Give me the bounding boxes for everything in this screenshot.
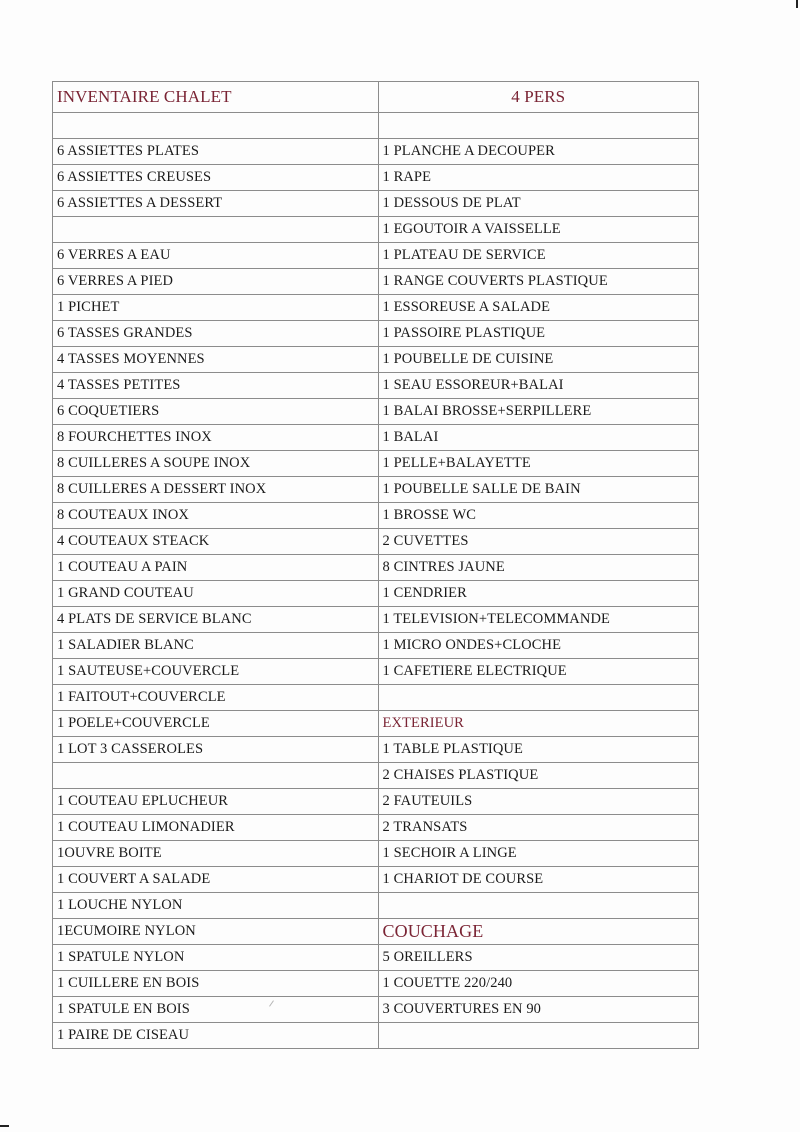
inventory-item-left [53,763,379,789]
table-row [53,217,699,243]
inventory-title: INVENTAIRE CHALET [53,82,379,113]
inventory-item-right: 8 CINTRES JAUNE [378,555,699,581]
table-row [53,633,699,659]
inventory-item-right: 1 CENDRIER [378,581,699,607]
table-row [53,191,699,217]
inventory-item-left: 1 COUTEAU LIMONADIER [53,815,379,841]
inventory-item-right: 1 EGOUTOIR A VAISSELLE [378,217,699,243]
table-row [53,477,699,503]
table-row [53,841,699,867]
inventory-item-left: 1 CUILLERE EN BOIS [53,971,379,997]
inventory-item-left: 1 POELE+COUVERCLE [53,711,379,737]
inventory-item-right: 1 POUBELLE DE CUISINE [378,347,699,373]
inventory-item-right: 1 PLANCHE A DECOUPER [378,139,699,165]
inventory-item-right: 1 PLATEAU DE SERVICE [378,243,699,269]
inventory-item-left: 4 TASSES MOYENNES [53,347,379,373]
inventory-item-right: 2 CHAISES PLASTIQUE [378,763,699,789]
inventory-item-right: 1 TELEVISION+TELECOMMANDE [378,607,699,633]
inventory-item-right: 1 RAPE [378,165,699,191]
inventory-item-left: 4 PLATS DE SERVICE BLANC [53,607,379,633]
inventory-item-left: 1 SPATULE EN BOIS [53,997,379,1023]
inventory-item-left: 6 VERRES A PIED [53,269,379,295]
inventory-item-left [53,217,379,243]
inventory-item-left: 6 ASSIETTES A DESSERT [53,191,379,217]
table-row [53,763,699,789]
inventory-item-right: 1 CHARIOT DE COURSE [378,867,699,893]
inventory-item-right: 1 PASSOIRE PLASTIQUE [378,321,699,347]
inventory-item-left: 1ECUMOIRE NYLON [53,919,379,945]
inventory-item-right: 2 CUVETTES [378,529,699,555]
inventory-item-left: 1 COUVERT A SALADE [53,867,379,893]
inventory-item-left: 8 CUILLERES A DESSERT INOX [53,477,379,503]
table-row [53,451,699,477]
inventory-item-left: 8 FOURCHETTES INOX [53,425,379,451]
inventory-item-right: 1 PELLE+BALAYETTE [378,451,699,477]
inventory-item-left: 4 TASSES PETITES [53,373,379,399]
table-row [53,893,699,919]
inventory-item-left: 1 LOT 3 CASSEROLES [53,737,379,763]
table-row [53,503,699,529]
inventory-item-right [378,893,699,919]
inventory-item-left [53,113,379,139]
table-row [53,659,699,685]
table-row [53,815,699,841]
inventory-item-left: 1 LOUCHE NYLON [53,893,379,919]
table-row [53,321,699,347]
inventory-table-body [53,82,699,1049]
table-row [53,243,699,269]
inventory-item-right: 1 COUETTE 220/240 [378,971,699,997]
inventory-item-right [378,113,699,139]
table-row [53,711,699,737]
table-row [53,113,699,139]
inventory-item-right: 2 TRANSATS [378,815,699,841]
inventory-item-right: 1 BALAI BROSSE+SERPILLERE [378,399,699,425]
table-row [53,997,699,1023]
inventory-item-right: 1 SEAU ESSOREUR+BALAI [378,373,699,399]
table-row [53,425,699,451]
inventory-item-right: 5 OREILLERS [378,945,699,971]
scan-edge-mark [0,1125,9,1127]
inventory-item-right: 3 COUVERTURES EN 90 [378,997,699,1023]
inventory-item-left: 4 COUTEAUX STEACK [53,529,379,555]
table-row [53,971,699,997]
inventory-item-left: 6 ASSIETTES CREUSES [53,165,379,191]
table-row [53,295,699,321]
inventory-item-right: 1 ESSOREUSE A SALADE [378,295,699,321]
inventory-item-right: 1 MICRO ONDES+CLOCHE [378,633,699,659]
inventory-item-left: 1 COUTEAU EPLUCHEUR [53,789,379,815]
table-row [53,529,699,555]
inventory-item-right: 1 RANGE COUVERTS PLASTIQUE [378,269,699,295]
table-row [53,789,699,815]
inventory-item-left: 1 FAITOUT+COUVERCLE [53,685,379,711]
inventory-item-left: 6 TASSES GRANDES [53,321,379,347]
table-row [53,269,699,295]
inventory-item-right: 1 BROSSE WC [378,503,699,529]
section-title: COUCHAGE [378,919,699,945]
inventory-item-left: 1 COUTEAU A PAIN [53,555,379,581]
inventory-item-left: 6 COQUETIERS [53,399,379,425]
inventory-item-left: 1 PICHET [53,295,379,321]
inventory-item-right: 1 CAFETIERE ELECTRIQUE [378,659,699,685]
table-row [53,555,699,581]
inventory-table [52,81,699,1049]
table-row [53,399,699,425]
table-row [53,919,699,945]
table-row [53,867,699,893]
inventory-item-right: 1 POUBELLE SALLE DE BAIN [378,477,699,503]
inventory-item-right: 1 BALAI [378,425,699,451]
inventory-item-left: 1 PAIRE DE CISEAU [53,1023,379,1049]
table-row [53,373,699,399]
inventory-item-left: 8 CUILLERES A SOUPE INOX [53,451,379,477]
table-header-row [53,82,699,113]
inventory-item-left: 1 GRAND COUTEAU [53,581,379,607]
inventory-item-right: 1 SECHOIR A LINGE [378,841,699,867]
table-row [53,945,699,971]
section-title: EXTERIEUR [378,711,699,737]
table-row [53,685,699,711]
inventory-item-left: 1 SALADIER BLANC [53,633,379,659]
capacity-label: 4 PERS [378,82,699,113]
inventory-item-left: 8 COUTEAUX INOX [53,503,379,529]
inventory-item-left: 6 ASSIETTES PLATES [53,139,379,165]
inventory-item-right: 1 DESSOUS DE PLAT [378,191,699,217]
inventory-item-left: 1 SAUTEUSE+COUVERCLE [53,659,379,685]
inventory-item-right: 1 TABLE PLASTIQUE [378,737,699,763]
inventory-item-right [378,685,699,711]
table-row [53,737,699,763]
inventory-item-left: 1 SPATULE NYLON [53,945,379,971]
table-row [53,139,699,165]
inventory-item-right: 2 FAUTEUILS [378,789,699,815]
scan-edge-mark [796,0,798,8]
table-row [53,607,699,633]
inventory-item-left: 6 VERRES A EAU [53,243,379,269]
table-row [53,347,699,373]
inventory-item-left: 1OUVRE BOITE [53,841,379,867]
table-row [53,581,699,607]
table-row [53,1023,699,1049]
inventory-item-right [378,1023,699,1049]
table-row [53,165,699,191]
